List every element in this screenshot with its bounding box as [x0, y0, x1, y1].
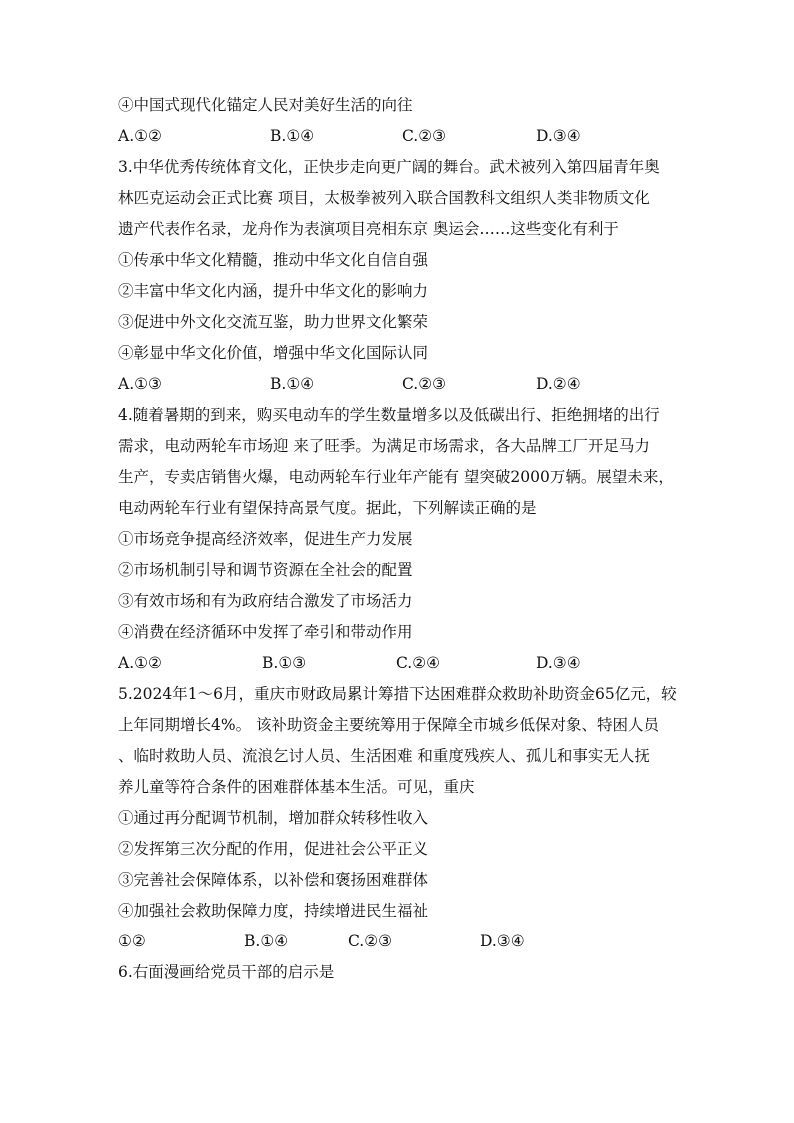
- q3-option-b: B.①④: [270, 375, 315, 393]
- q5-stem-line-3: 、临时救助人员、流浪乞讨人员、生活困难 和重度残疾人、孤儿和事实无人抚: [118, 747, 650, 765]
- q5-item-4: ④加强社会救助保障力度，持续增进民生福祉: [118, 902, 429, 920]
- q5-option-b: B.①④: [244, 932, 289, 950]
- q2-option-b: B.①④: [270, 127, 315, 145]
- q3-options: [118, 369, 678, 400]
- q4-item-1: ①市场竞争提高经济效率，促进生产力发展: [118, 530, 413, 548]
- q3-stem-line-1: 3.中华优秀传统体育文化，正快步走向更广阔的舞台。武术被列入第四届青年奥: [118, 158, 660, 176]
- q3-item-4: ④彰显中华文化价值，增强中华文化国际认同: [118, 344, 429, 362]
- q5-item-3: ③完善社会保障体系，以补偿和褒扬困难群体: [118, 871, 429, 889]
- q5-stem-line-2: 上年同期增长4%。 该补助资金主要统筹用于保障全市城乡低保对象、特困人员: [118, 716, 660, 734]
- q2-item-4: ④中国式现代化锚定人民对美好生活的向往: [118, 96, 413, 114]
- q4-item-4: ④消费在经济循环中发挥了牵引和带动作用: [118, 623, 413, 641]
- q4-item-2: ②市场机制引导和调节资源在全社会的配置: [118, 561, 413, 579]
- q4-options: [118, 648, 678, 679]
- q4-option-d: D.③④: [536, 654, 581, 672]
- q4-stem-line-4: 电动两轮车行业有望保持高景气度。据此，下列解读正确的是: [118, 499, 537, 517]
- q5-option-a: ①②: [118, 932, 146, 950]
- q2-option-c: C.②③: [402, 127, 447, 145]
- q2-options: [118, 121, 678, 152]
- q5-option-d: D.③④: [480, 932, 525, 950]
- q3-stem-line-3: 遗产代表作名录，龙舟作为表演项目亮相东京 奥运会……这些变化有利于: [118, 220, 619, 238]
- q3-item-3: ③促进中外文化交流互鉴，助力世界文化繁荣: [118, 313, 429, 331]
- q5-options: [118, 926, 678, 957]
- q3-item-1: ①传承中华文化精髓，推动中华文化自信自强: [118, 251, 429, 269]
- q3-item-2: ②丰富中华文化内涵，提升中华文化的影响力: [118, 282, 429, 300]
- q5-item-2: ②发挥第三次分配的作用，促进社会公平正义: [118, 840, 429, 858]
- q4-option-c: C.②④: [396, 654, 441, 672]
- q2-option-d: D.③④: [536, 127, 581, 145]
- q4-stem-line-3: 生产，专卖店销售火爆，电动两轮车行业年产能有 望突破2000万辆。展望未来，: [118, 468, 674, 486]
- q3-option-a: A.①③: [118, 375, 162, 393]
- q4-option-b: B.①③: [262, 654, 307, 672]
- q3-option-c: C.②③: [402, 375, 447, 393]
- q2-option-a: A.①②: [118, 127, 162, 145]
- q6-stem: 6.右面漫画给党员干部的启示是: [118, 963, 335, 981]
- q4-stem-line-2: 需求，电动两轮车市场迎 来了旺季。为满足市场需求，各大品牌工厂开足马力: [118, 437, 650, 455]
- q5-item-1: ①通过再分配调节机制，增加群众转移性收入: [118, 809, 429, 827]
- q3-option-d: D.②④: [536, 375, 581, 393]
- q5-stem-line-1: 5.2024年1～6月，重庆市财政局累计筹措下达困难群众救助补助资金65亿元，较: [118, 685, 677, 703]
- q5-option-c: C.②③: [348, 932, 393, 950]
- q5-stem-line-4: 养儿童等符合条件的困难群体基本生活。可见，重庆: [118, 778, 475, 796]
- q4-option-a: A.①②: [118, 654, 162, 672]
- q4-stem-line-1: 4.随着暑期的到来，购买电动车的学生数量增多以及低碳出行、拒绝拥堵的出行: [118, 406, 660, 424]
- q4-item-3: ③有效市场和有为政府结合激发了市场活力: [118, 592, 413, 610]
- q3-stem-line-2: 林匹克运动会正式比赛 项目，太极拳被列入联合国教科文组织人类非物质文化: [118, 189, 650, 207]
